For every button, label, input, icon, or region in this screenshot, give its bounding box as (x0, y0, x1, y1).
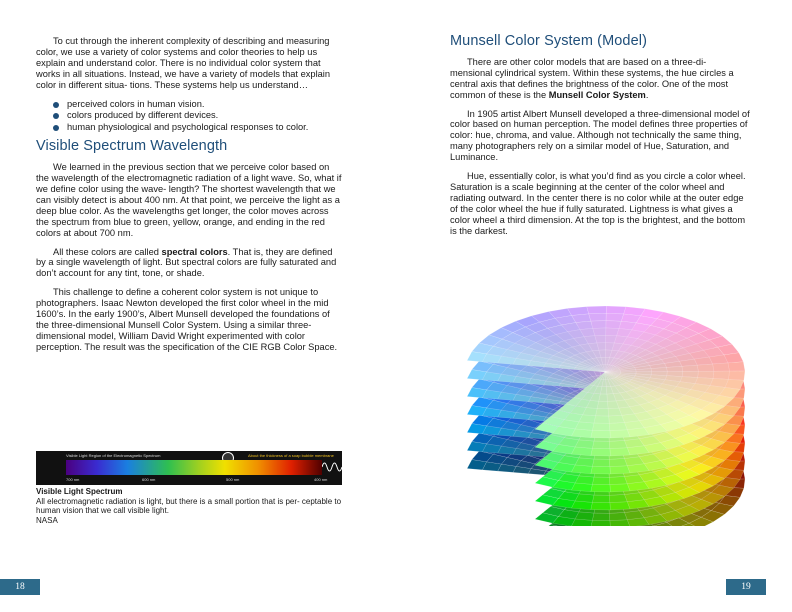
spectrum-note: About the thickness of a soap bubble membrane (248, 453, 334, 458)
bullet-icon (53, 113, 59, 119)
bullet-list (36, 99, 343, 134)
list-item (36, 99, 343, 110)
body-paragraph: Hue, essentially color, is what you’d find as you circle a color wheel. Saturation is a scale beginning at the center of the color wheel and radiating outward. In the center there is no color while at the outer edge of the color wheel the hue if fully saturated. Lightness is what gives a color wheel a third dimension. At the top is the brightest, and the bottom is the darkest. (450, 171, 746, 236)
tick-label: 400 nm (314, 477, 328, 482)
spectrum-figure (36, 451, 342, 485)
page-number: 18 (0, 579, 40, 595)
bullet-text: human physiological and psychological responses to color. (67, 122, 309, 133)
bullet-icon (53, 125, 59, 131)
figure-caption (36, 487, 346, 525)
bold-term: spectral colors (161, 246, 228, 257)
intro-paragraph: To cut through the inherent complexity of describing and measuring color, we use a variety of color systems and color theories to help us explain and understand color. There is no individual color system that works in all situations. Instead, we have a variety of models that explain color in different situa- tions. These systems help us understand… (36, 36, 331, 90)
bullet-text: perceived colors in human vision. (67, 98, 205, 109)
munsell-color-solid-image (460, 290, 750, 526)
section-heading: Visible Spectrum Wavelength (36, 138, 228, 155)
tick-label: 600 nm (142, 477, 156, 482)
spectrum-gradient (66, 460, 322, 475)
bullet-text: colors produced by different devices. (67, 110, 219, 121)
wave-icon (322, 459, 342, 475)
bold-term: Munsell Color System (548, 89, 646, 100)
body-paragraph: All these colors are called spectral colors. That is, they are defined by a single wavelength of light. But spectral colors are fully saturated and don’t account for any tint, tone, or shade. (36, 246, 337, 279)
body-paragraph: In 1905 artist Albert Munsell developed a three-dimensional model of color based on human perception. The model defines three properties of color: hue, chroma, and value. Although not technically the same thing, many photographers rely on a similar model of Hue, Saturation, and Luminance. (450, 108, 750, 163)
section-heading: Munsell Color System (Model) (450, 33, 647, 49)
caption-credit: NASA (36, 515, 58, 525)
page-number: 19 (726, 579, 766, 595)
tick-label: 500 nm (226, 477, 240, 482)
caption-title: Visible Light Spectrum (36, 487, 123, 496)
spectrum-title: Visible Light Region of the Electromagnetic Spectrum (66, 453, 161, 458)
list-item (36, 110, 343, 121)
body-paragraph: We learned in the previous section that we perceive color based on the wavelength of the electromagnetic radiation of a light wave. So, what if we define color using the wave- length? The shortest wavelength that we can visibly detect is about 400 nm. At that point, we perceive the light as a deep blue color. As the wavelengths get longer, the color moves across the spectrum from blue to green, yellow, orange, and ending in the red colors at about 700 nm. (36, 162, 342, 238)
tick-label: 700 nm (66, 477, 80, 482)
list-item (36, 122, 343, 133)
right-page (396, 0, 792, 612)
right-column (450, 33, 750, 245)
caption-text: All electromagnetic radiation is light, but there is a small portion that is per- ceptable to human vision that we call visible light. (36, 496, 342, 516)
left-column (36, 36, 343, 361)
body-paragraph: There are other color models that are based on a three-di- mensional cylindrical system. Within these systems, the hue circles a central axis that defines the brightness of the color. One of the most common of these is the Munsell Color System. (450, 56, 734, 100)
bullet-icon (53, 102, 59, 108)
body-paragraph: This challenge to define a coherent color system is not unique to photographers. Isaac Newton developed the first color wheel in the mid 1600’s. In the early 1900’s, Albert Munsell developed the foundations of the three-dimensional Munsell Color System. Using a similar three-dimensional model, William David Wright experimented with color perception. The result was the specification of the CIE RGB Color Space. (36, 287, 338, 352)
